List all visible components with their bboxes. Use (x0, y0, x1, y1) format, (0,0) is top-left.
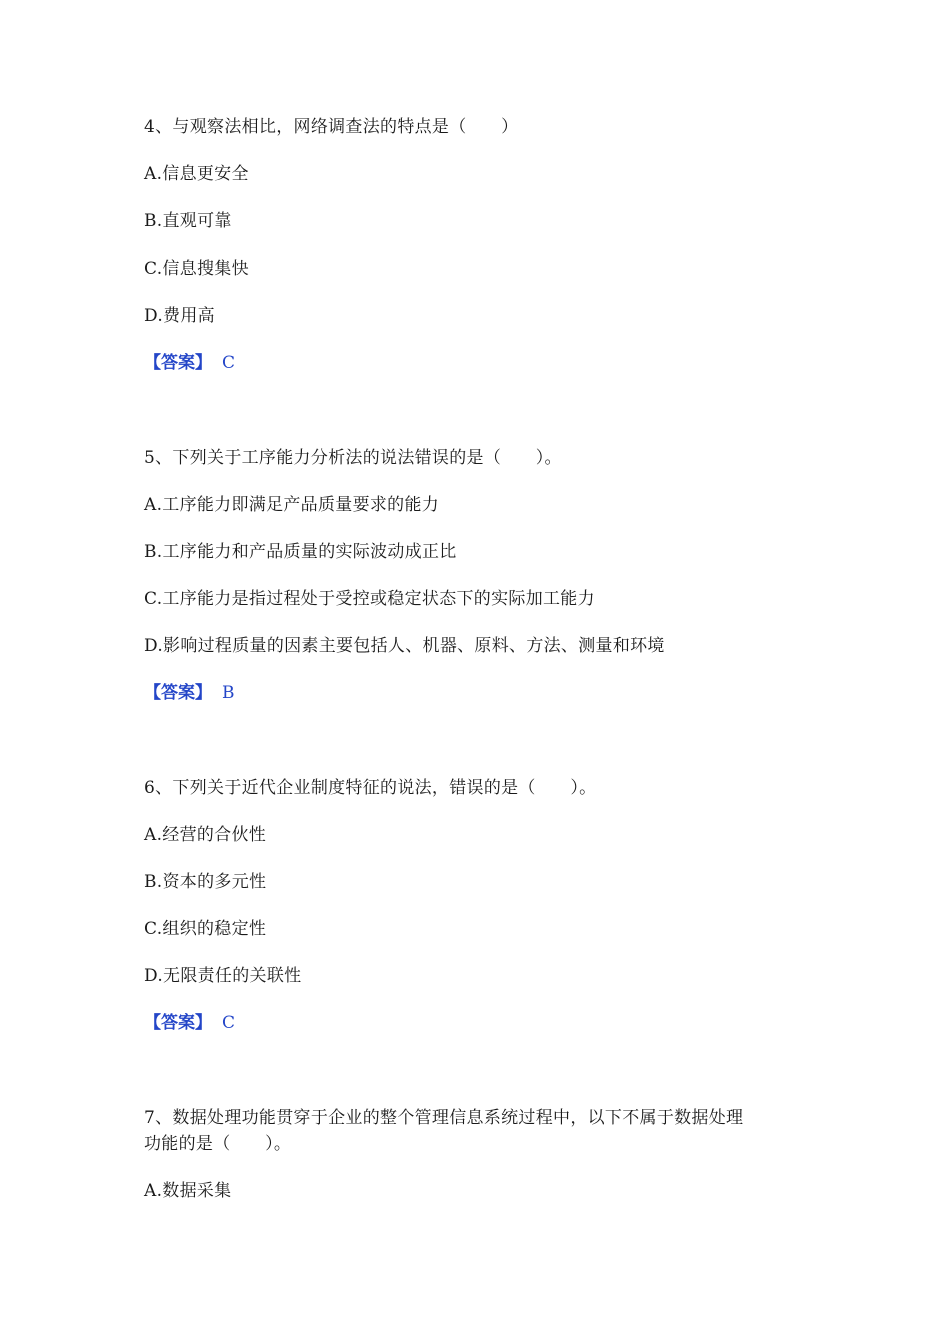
question-5-option-b: B.工序能力和产品质量的实际波动成正比 (144, 542, 457, 562)
answer-label: 【答案】 (144, 353, 212, 373)
question-5-stem: 5、下列关于工序能力分析法的说法错误的是（ ）。 (144, 448, 562, 468)
question-6-option-b: B.资本的多元性 (144, 872, 267, 892)
question-6-stem: 6、下列关于近代企业制度特征的说法，错误的是（ ）。 (144, 778, 597, 798)
question-6-option-d: D.无限责任的关联性 (144, 966, 302, 986)
question-5-answer (144, 680, 235, 706)
question-4-option-b: B.直观可靠 (144, 211, 232, 231)
question-4-option-c: C.信息搜集快 (144, 259, 249, 279)
question-4-option-d: D.费用高 (144, 306, 215, 326)
question-6-option-a: A.经营的合伙性 (144, 825, 267, 845)
answer-label: 【答案】 (144, 683, 212, 703)
question-5-option-c: C.工序能力是指过程处于受控或稳定状态下的实际加工能力 (144, 589, 595, 609)
question-4-stem: 4、与观察法相比，网络调查法的特点是（ ） (144, 117, 519, 137)
question-7-stem-line-1: 7、数据处理功能贯穿于企业的整个管理信息系统过程中，以下不属于数据处理 (144, 1108, 744, 1128)
question-5-option-d: D.影响过程质量的因素主要包括人、机器、原料、方法、测量和环境 (144, 636, 665, 656)
question-4-answer (144, 350, 235, 376)
answer-value: C (222, 353, 236, 373)
question-6-option-c: C.组织的稳定性 (144, 919, 267, 939)
question-7-stem-line-2: 功能的是（ ）。 (144, 1134, 292, 1154)
question-7-option-a: A.数据采集 (144, 1181, 232, 1201)
question-5-option-a: A.工序能力即满足产品质量要求的能力 (144, 495, 440, 515)
answer-label: 【答案】 (144, 1013, 212, 1033)
answer-value: B (222, 683, 235, 703)
answer-value: C (222, 1013, 236, 1033)
question-4-option-a: A.信息更安全 (144, 164, 249, 184)
question-6-answer (144, 1010, 235, 1036)
